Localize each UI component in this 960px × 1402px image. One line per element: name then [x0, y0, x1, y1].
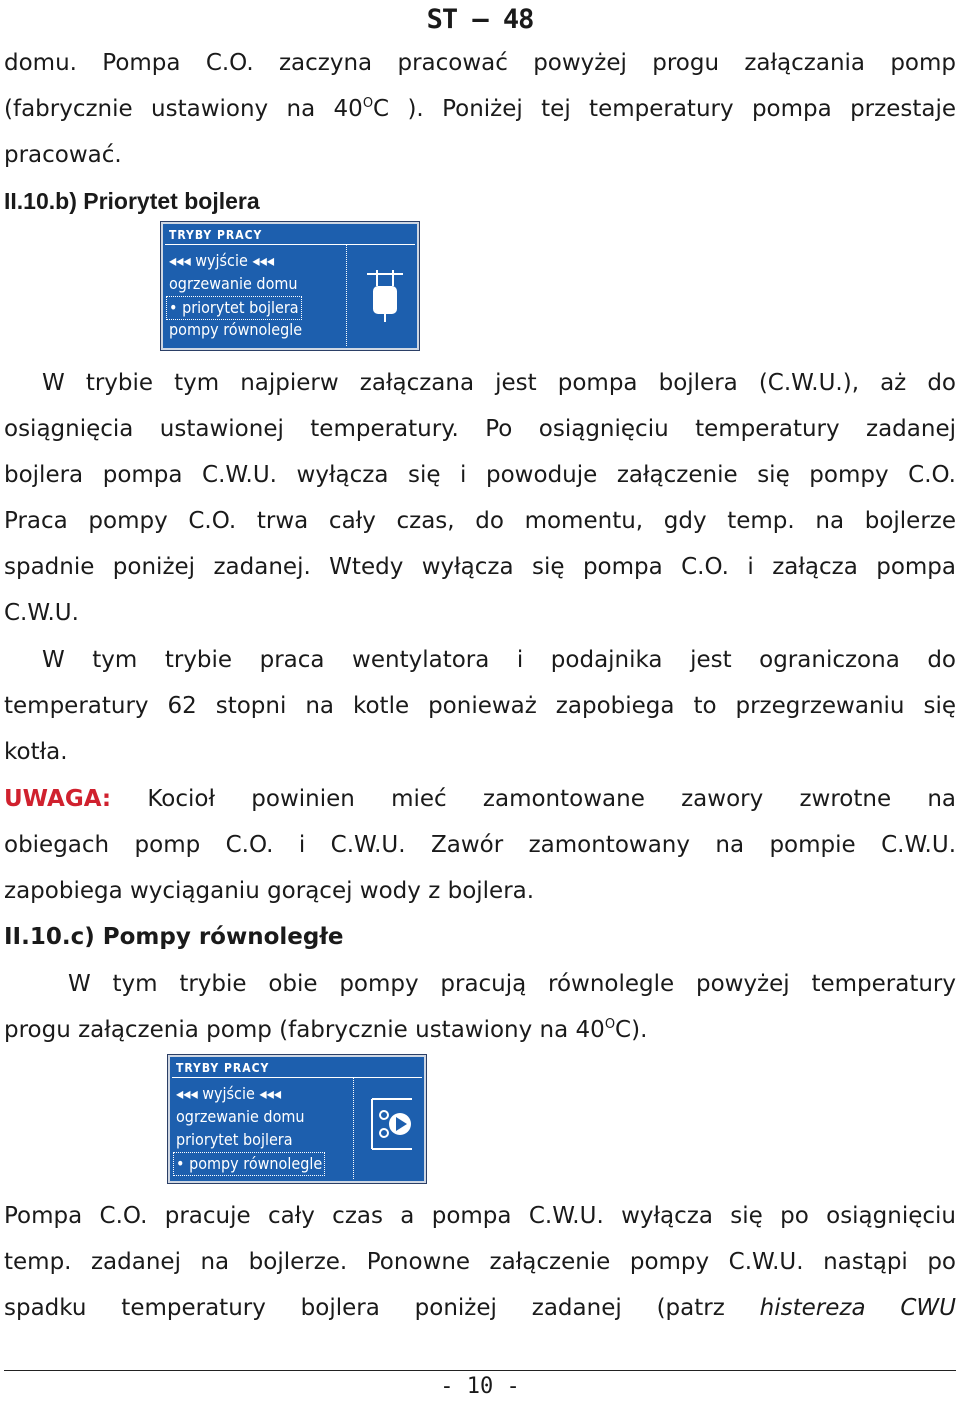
body-line: (fabrycznie ustawiony na $40^OC$ ). Poniżej tej temperatury pompa przestaje [4, 96, 956, 122]
body-line: W tym trybie praca wentylatora i podajnika jest ograniczona do [42, 647, 956, 673]
boiler-icon [363, 268, 407, 326]
body-line: W tym trybie obie pompy pracują równolegle powyżej temperatury [68, 971, 956, 997]
body-line: zapobiega wyciąganiu gorącej wody z bojlera. [4, 878, 535, 904]
lcd-menu-parallel [168, 1055, 426, 1183]
body-line: kotła. [4, 739, 68, 765]
warning-line: UWAGA: Kocioł powinien mieć zamontowane zawory zwrotne na [4, 786, 957, 812]
header-title: ST – 48 [426, 4, 534, 35]
lcd-menu-item-boiler-priority: priorytet bojlera [176, 1130, 293, 1149]
lcd-divider [172, 1077, 422, 1078]
body-line: W trybie tym najpierw załączana jest pompa bojlera (C.W.U.), aż do [42, 370, 956, 396]
body-line: temp. zadanej na bojlerze. Ponowne załączenie pompy C.W.U. nastąpi po [4, 1249, 956, 1275]
body-line: obiegach pomp C.O. i C.W.U. Zawór zamontowany na pompie C.W.U. [4, 832, 956, 858]
lcd-menu-priority [161, 222, 419, 350]
lcd-menu-item-parallel-pumps: • pompy równolegle [173, 1152, 325, 1176]
body-line: spadnie poniżej zadanej. Wtedy wyłącza się pompa C.O. i załącza pompa [4, 554, 956, 580]
italic-term: histereza CWU [759, 1295, 957, 1321]
body-line: C.W.U. [4, 600, 79, 626]
lcd-menu-item-boiler-priority: • priorytet bojlera [166, 296, 302, 320]
footer-rule [4, 1370, 956, 1371]
body-line: Pompa C.O. pracuje cały czas a pompa C.W.U. wyłącza się po osiągnięciu [4, 1203, 956, 1229]
body-line: pracować. [4, 142, 122, 168]
lcd-divider [346, 244, 347, 346]
body-line: domu. Pompa C.O. zaczyna pracować powyżej progu załączania pomp [4, 50, 956, 76]
body-line: osiągnięcia ustawionej temperatury. Po osiągnięciu temperatury zadanej [4, 416, 956, 442]
lcd-divider [353, 1077, 354, 1179]
warning-label: UWAGA: [4, 786, 112, 812]
lcd-menu-item-home-heating: ogrzewanie domu [176, 1107, 305, 1126]
section-heading-c: II.10.c) Pompy równoległe [4, 924, 344, 950]
lcd-menu-item-exit: ◂◂◂ wyjście ◂◂◂ [169, 251, 275, 270]
page-number: - 10 - [440, 1374, 520, 1399]
body-line: bojlera pompa C.W.U. wyłącza się i powoduje załączenie się pompy C.O. [4, 462, 956, 488]
body-line: spadku temperatury bojlera poniżej zadanej (patrz histereza CWU [4, 1295, 957, 1321]
lcd-menu-item-home-heating: ogrzewanie domu [169, 274, 298, 293]
lcd-title: TRYBY PRACY [176, 1061, 270, 1075]
body-line: Praca pompy C.O. trwa cały czas, do momentu, gdy temp. na bojlerze [4, 508, 956, 534]
lcd-menu-item-parallel-pumps: pompy równolegle [169, 320, 303, 339]
section-heading-b: II.10.b) Priorytet bojlera [4, 188, 260, 214]
lcd-title: TRYBY PRACY [169, 228, 263, 242]
body-line: temperatury 62 stopni na kotle ponieważ zapobiega to przegrzewaniu się [4, 693, 956, 719]
lcd-menu-item-exit: ◂◂◂ wyjście ◂◂◂ [176, 1084, 282, 1103]
lcd-divider [165, 244, 415, 245]
parallel-pumps-icon [366, 1093, 418, 1155]
body-line: progu załączenia pomp (fabrycznie ustawiony na $40^OC$). [4, 1017, 648, 1043]
